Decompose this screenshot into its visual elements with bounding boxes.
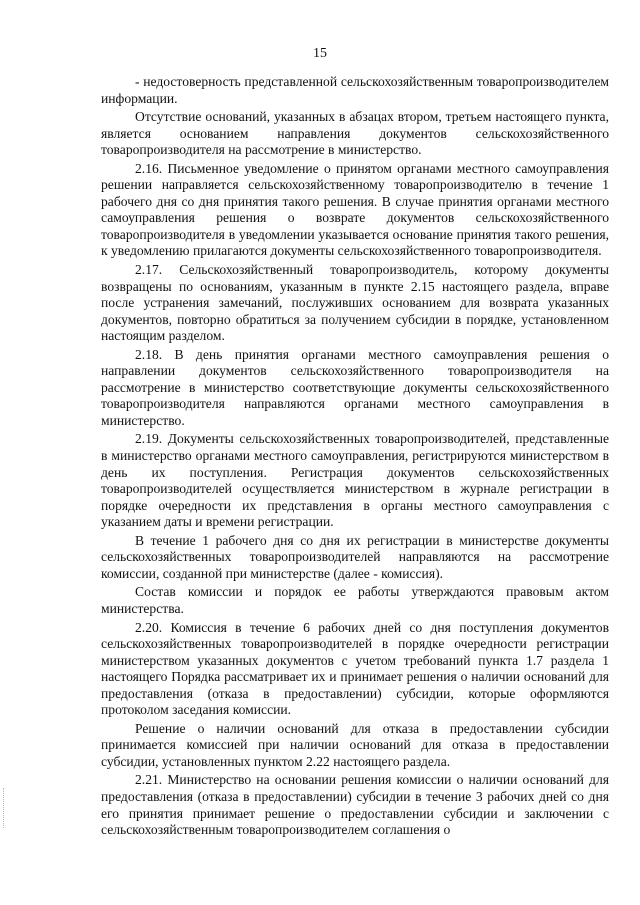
paragraph-absence-of-grounds: Отсутствие оснований, указанных в абзацах втором, третьем настоящего пункта, является основанием направления документов сельскохозяйственного товаропроизводителя на рассмотрение в министерство. [101,109,609,158]
page-number: 15 [313,46,327,61]
paragraph-2-16: 2.16. Письменное уведомление о принятом органами местного самоуправления решении направляется сельскохозяйственному товаропроизводителю в течение 1 рабочего дня со дня принятия такого решения. В случае принятия органами местного самоуправления решения о возврате документов сельскохозяйственного товаропроизводителя в уведомлении указывается основание принятия такого решения, к уведомлению прилагаются документы сельскохозяйственного товаропроизводителя. [101,160,609,259]
paragraph-registration-deadline: В течение 1 рабочего дня со дня их регистрации в министерстве документы сельскохозяйственных товаропроизводителей направляются на рассмотрение комиссии, созданной при министерстве (далее - комиссия). [101,532,609,581]
paragraph-2-17: 2.17. Сельскохозяйственный товаропроизводитель, которому документы возвращены по основаниям, указанным в пункте 2.15 настоящего раздела, вправе после устранения замечаний, послуживших основанием для возврата указанных документов, повторно обратиться за получением субсидии в порядке, установленном настоящим разделом. [101,262,609,344]
paragraph-commission-composition: Состав комиссии и порядок ее работы утверждаются правовым актом министерства. [101,584,609,616]
paragraph-2-19: 2.19. Документы сельскохозяйственных товаропроизводителей, представленные в министерство органами местного самоуправления, регистрируются министерством в день их поступления. Регистрация документов сельскохозяйственных товаропроизводителей осуществляется министерством в журнале регистрации в порядке очередности их представления в органы местного самоуправления с указанием даты и времени регистрации. [101,431,609,530]
paragraph-2-18: 2.18. В день принятия органами местного самоуправления решения о направлении документов сельскохозяйственного товаропроизводителя на рассмотрение в министерство соответствующие документы сельскохозяйственного товаропроизводителя направляются органами местного самоуправления в министерство. [101,346,609,428]
paragraph-2-21: 2.21. Министерство на основании решения комиссии о наличии оснований для предоставления (отказа в предоставлении) субсидии в течение 3 рабочих дней со дня его принятия принимает решение о предоставлении субсидии и заключении с сельскохозяйственным товаропроизводителем соглашения о [101,772,609,838]
scan-artifact [3,788,5,828]
paragraph-2-20: 2.20. Комиссия в течение 6 рабочих дней со дня поступления документов сельскохозяйственных товаропроизводителей в порядке очередности регистрации министерством указанных документов с учетом требований пункта 1.7 раздела 1 настоящего Порядка рассматривает их и принимает решения о наличии оснований для предоставления (отказа в предоставлении) субсидии, которые оформляются протоколом заседания комиссии. [101,619,609,718]
document-body [101,74,609,841]
paragraph-refusal-decision: Решение о наличии оснований для отказа в предоставлении субсидии принимается комиссией при наличии оснований для отказа в предоставлении субсидии, установленных пунктом 2.22 настоящего раздела. [101,720,609,769]
paragraph-item-unreliable-info: - недостоверность представленной сельскохозяйственным товаропроизводителем информации. [101,74,609,106]
